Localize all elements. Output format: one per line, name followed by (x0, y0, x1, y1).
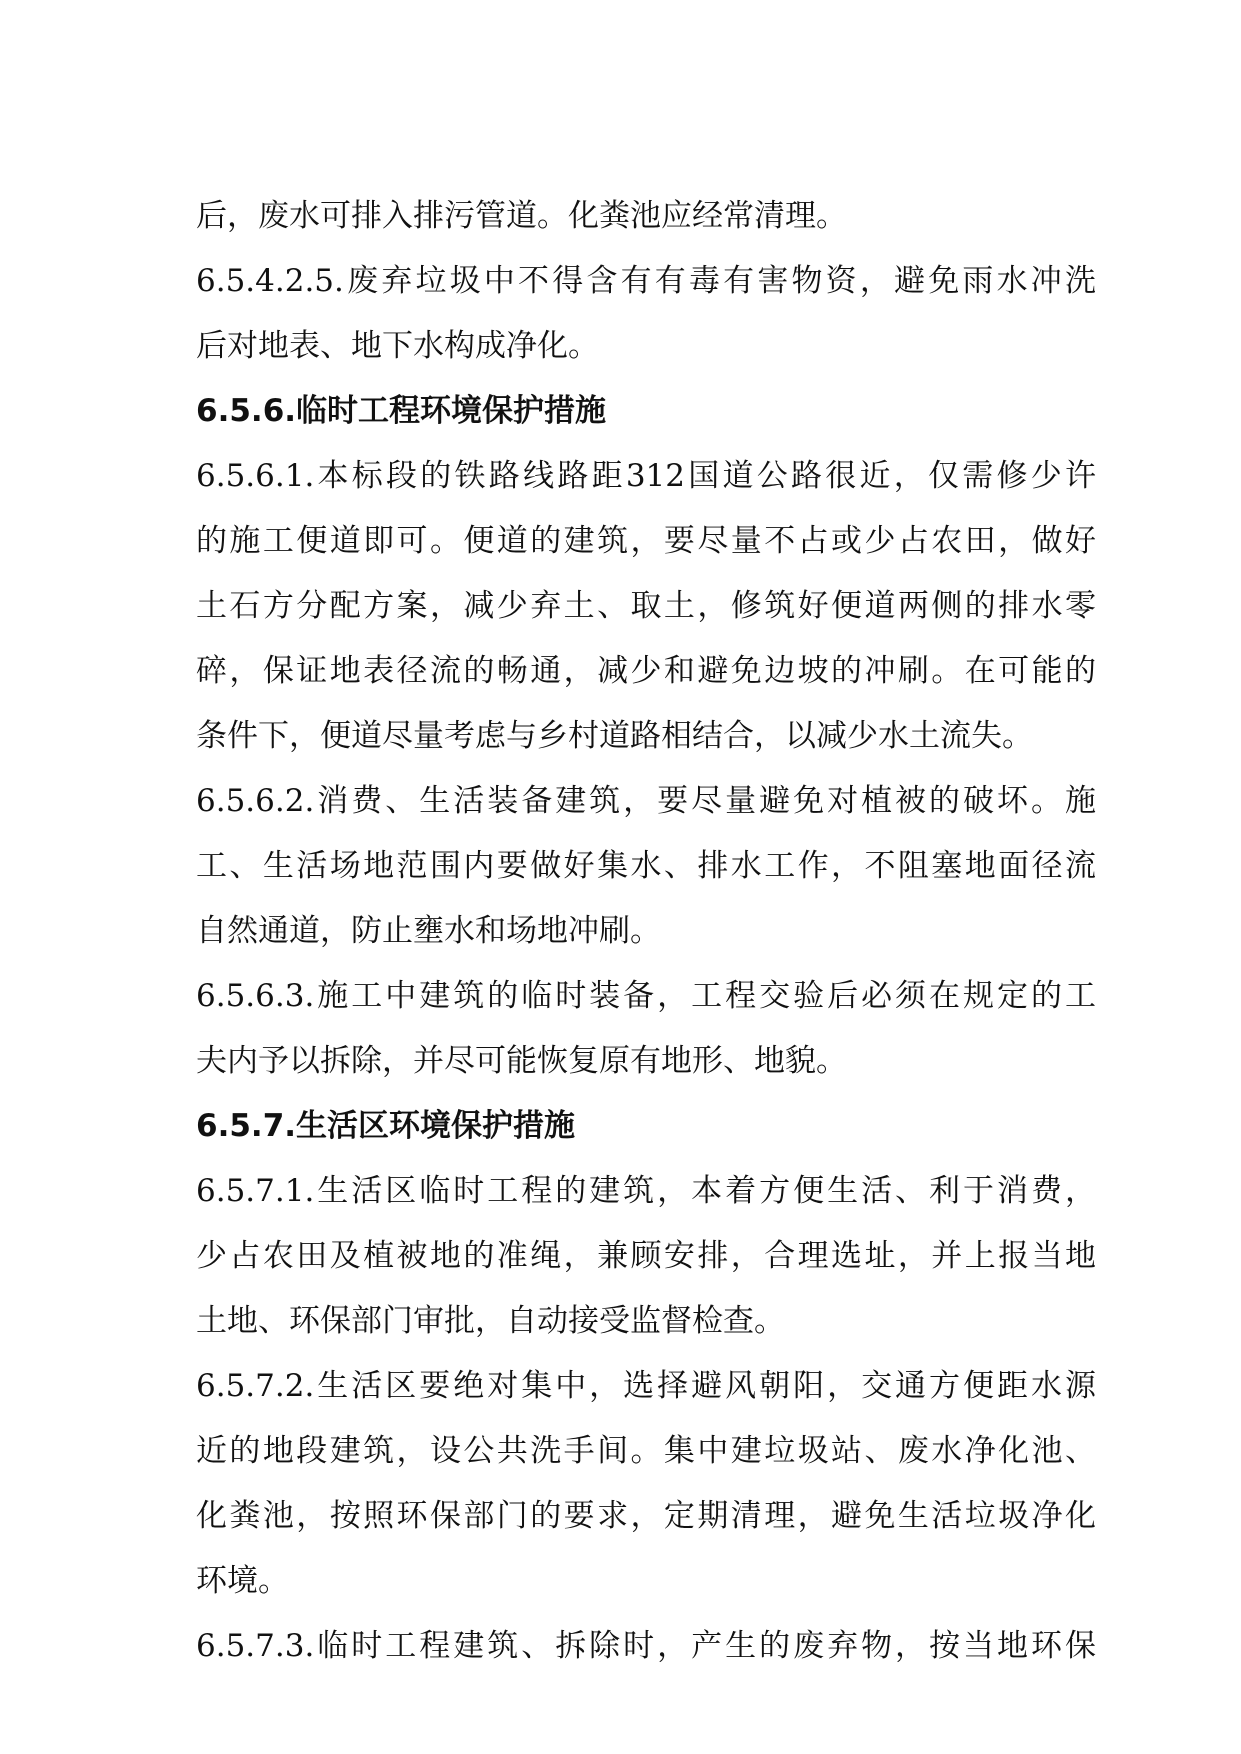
paragraph-line: 6.5.6.1.本标段的铁路线路距312国道公路很近，仅需修少许 (196, 458, 1096, 494)
paragraph-line: 6.5.7.2.生活区要绝对集中，选择避风朝阳，交通方便距水源 (196, 1368, 1096, 1404)
paragraph-line: 少占农田及植被地的准绳，兼顾安排，合理选址，并上报当地 (196, 1238, 1096, 1274)
paragraph-line: 夫内予以拆除，并尽可能恢复原有地形、地貌。 (196, 1043, 847, 1079)
paragraph-line: 后，废水可排入排污管道。化粪池应经常清理。 (196, 198, 847, 234)
paragraph-line: 条件下，便道尽量考虑与乡村道路相结合，以减少水土流失。 (196, 718, 1033, 754)
paragraph-line: 工、生活场地范围内要做好集水、排水工作，不阻塞地面径流 (196, 848, 1096, 884)
paragraph-line: 环境。 (196, 1563, 289, 1599)
paragraph-line: 的施工便道即可。便道的建筑，要尽量不占或少占农田，做好 (196, 523, 1096, 559)
section-heading: 6.5.7.生活区环境保护措施 (196, 1108, 576, 1144)
paragraph-line: 6.5.7.1.生活区临时工程的建筑，本着方便生活、利于消费， (196, 1173, 1096, 1209)
paragraph-line: 化粪池，按照环保部门的要求，定期清理，避免生活垃圾净化 (196, 1498, 1096, 1534)
paragraph-line: 6.5.6.3.施工中建筑的临时装备，工程交验后必须在规定的工 (196, 978, 1096, 1014)
document-page (196, 184, 1096, 1679)
paragraph-line: 6.5.4.2.5.废弃垃圾中不得含有有毒有害物资，避免雨水冲洗 (196, 263, 1096, 299)
paragraph-line: 土地、环保部门审批，自动接受监督检查。 (196, 1303, 785, 1339)
section-heading: 6.5.6.临时工程环境保护措施 (196, 393, 607, 429)
paragraph-line: 自然通道，防止壅水和场地冲刷。 (196, 913, 661, 949)
paragraph-line: 6.5.7.3.临时工程建筑、拆除时，产生的废弃物，按当地环保 (196, 1628, 1096, 1664)
paragraph-line: 后对地表、地下水构成净化。 (196, 328, 599, 364)
paragraph-line: 近的地段建筑，设公共洗手间。集中建垃圾站、废水净化池、 (196, 1433, 1096, 1469)
paragraph-line: 6.5.6.2.消费、生活装备建筑，要尽量避免对植被的破坏。施 (196, 783, 1096, 819)
paragraph-line: 土石方分配方案，减少弃土、取土，修筑好便道两侧的排水零 (196, 588, 1096, 624)
paragraph-line: 碎，保证地表径流的畅通，减少和避免边坡的冲刷。在可能的 (196, 653, 1096, 689)
